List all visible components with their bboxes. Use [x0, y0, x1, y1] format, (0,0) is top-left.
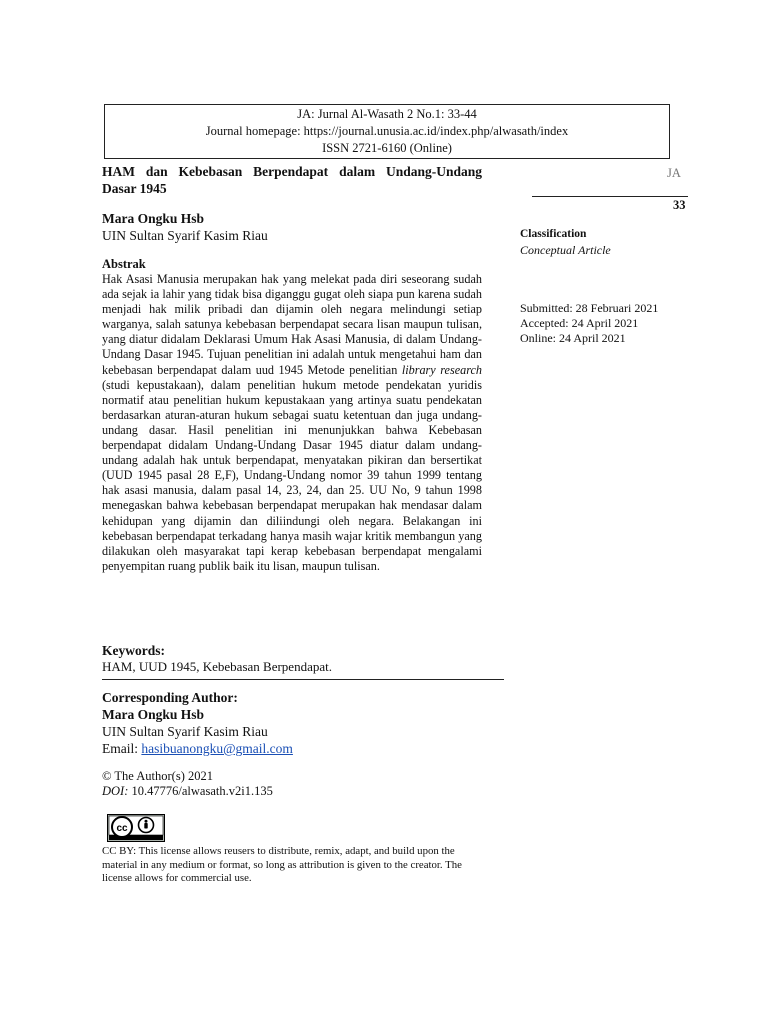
keywords-heading: Keywords:	[102, 643, 165, 658]
article-title: HAM dan Kebebasan Berpendapat dalam Undang-Undang Dasar 1945	[102, 164, 482, 196]
abstract-text-part1: Hak Asasi Manusia merupakan hak yang melekat pada diri seseorang sudah ada sejak ia lahir yang tidak bisa diganggu gugat oleh siapa pun karena sudah menjadi hak milik pribadi dan dijamin oleh negara melindungi setiap warganya, salah satunya kebebasan berpendapat secara lisan maupun tulisan, yang diatur didalam Deklarasi Umum Hak Asasi Manusia, di dalam Undang-Undang Dasar 1945. Tujuan penelitian ini adalah untuk mengetahui ham dan kebebasan berpendapat dalam uud 1945 Metode penelitian	[102, 272, 482, 377]
abstract-text-italic: library research	[401, 362, 482, 377]
corresponding-author-affiliation: UIN Sultan Syarif Kasim Riau	[102, 724, 268, 739]
corresponding-author-email-row	[102, 741, 293, 757]
cc-by-license-icon	[107, 814, 165, 842]
article-dates	[520, 301, 658, 346]
journal-citation-line: JA: Jurnal Al-Wasath 2 No.1: 33-44	[297, 107, 477, 121]
accepted-date: Accepted: 24 April 2021	[520, 316, 639, 330]
email-label: Email:	[102, 741, 142, 756]
corresponding-author-heading: Corresponding Author:	[102, 690, 238, 705]
doi-label: DOI:	[102, 784, 129, 798]
author-affiliation: UIN Sultan Syarif Kasim Riau	[102, 228, 268, 243]
license-text: CC BY: This license allows reusers to distribute, remix, adapt, and build upon the material in any medium or format, so long as attribution is given to the creator. The license allows for commercial use.	[102, 845, 462, 885]
online-date: Online: 24 April 2021	[520, 331, 626, 345]
classification-value: Conceptual Article	[520, 243, 611, 257]
sidebar-divider	[532, 196, 688, 197]
author-name: Mara Ongku Hsb	[102, 211, 205, 226]
doi-value: 10.47776/alwasath.v2i1.135	[128, 784, 273, 798]
svg-text:cc: cc	[116, 822, 128, 834]
doi-line	[102, 784, 273, 799]
keywords-text: HAM, UUD 1945, Kebebasan Berpendapat.	[102, 659, 332, 674]
section-divider	[102, 679, 504, 680]
page-number: 33	[673, 198, 686, 212]
abstract-heading: Abstrak	[102, 257, 146, 271]
abstract-body	[102, 272, 482, 574]
classification-heading: Classification	[520, 228, 587, 240]
copyright-notice: © The Author(s) 2021	[102, 769, 213, 783]
abstract-text-part2: (studi kepustakaan), dalam penelitian hukum metode pendekatan yuridis normatif atau penelitian hukum kepustakaan yang artinya suatu pendekatan berdasarkan aturan-aturan hukum sebagai suatu ketentuan dan juga undang-undang dasar. Hasil penelitian ini menunjukkan bahwa Kebebasan berpendapat didalam Undang-Undang Dasar 1945 diatur dalam undang-undang adalah hak untuk berpendapat, menyatakan pikiran dan bersertikat (UUD 1945 pasal 28 E,F), Undang-Undang nomor 39 tahun 1999 tentang hak asasi manusia, dalam pasal 14, 23, 24, dan 25. UU No, 9 tahun 1998 menegaskan bahwa kebebasan berpendapat merupakan hak mendasar dalam kehidupan yang dijamin dan diliindungi oleh negara. Belakangan ini kebebasan berpendapat terkadang hanya masih wajar kritik membangun yang dilakukan oleh masyarakat tapi kerap kebebasan berpendapat mengalami penyempitan ruang publik baik itu lisan, maupun tulisan.	[102, 377, 482, 573]
journal-abbreviation: JA	[667, 166, 681, 180]
email-link[interactable]: hasibuanongku@gmail.com	[141, 741, 293, 756]
submitted-date: Submitted: 28 Februari 2021	[520, 301, 659, 315]
journal-issn-line: ISSN 2721-6160 (Online)	[322, 141, 452, 155]
corresponding-author-name: Mara Ongku Hsb	[102, 707, 205, 722]
journal-homepage-line: Journal homepage: https://journal.unusia.ac.id/index.php/alwasath/index	[205, 124, 569, 138]
journal-header-box	[104, 104, 670, 159]
